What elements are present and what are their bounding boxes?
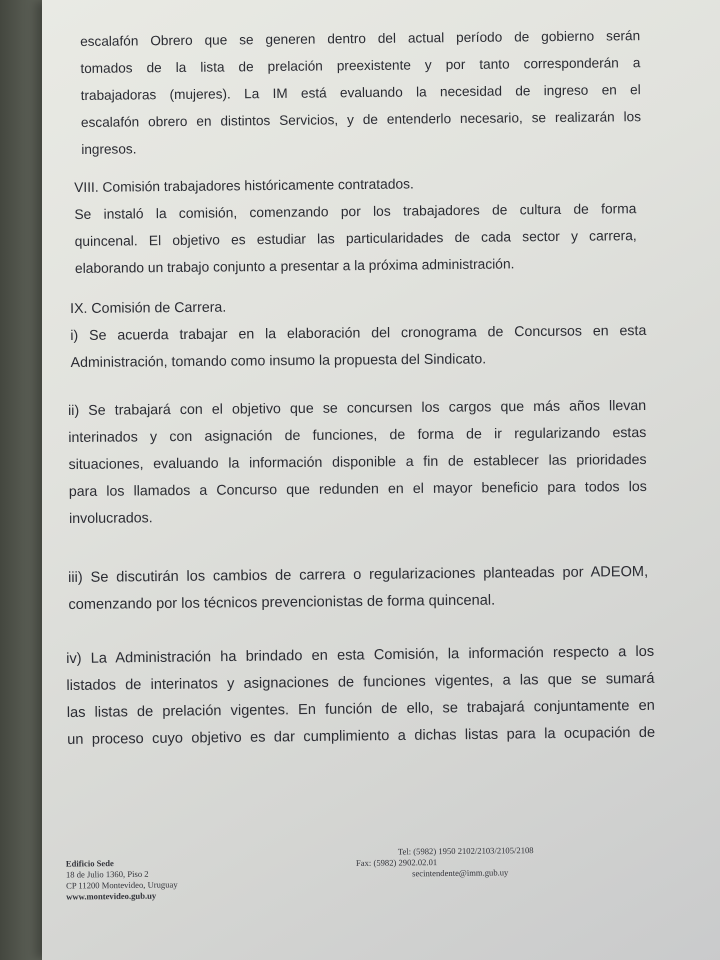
text-line: ii) Se trabajará con el objetivo que se concursen los cargos que más años llevan [68,397,647,419]
text-line: i) Se acuerda trabajar en la elaboración del cronograma de Concursos en esta [70,322,647,344]
section-heading: IX. Comisión de Carrera. [70,299,227,317]
footer-city: CP 11200 Montevideo, Uruguay [66,879,178,891]
footer-contact [356,845,534,880]
text-line: involucrados. [68,510,153,527]
footer-building: Edificio Sede [65,858,114,869]
section-heading: VIII. Comisión trabajadores históricamente contratados. [74,176,414,195]
text-line: iii) Se discutirán los cambios de carrera o regularizaciones planteadas por ADEOM, [68,563,649,586]
text-line: escalafón obrero en distintos Servicios, y de entenderlo necesario, se realizarán los [80,109,642,130]
text-line: Administración, tomando como insumo la propuesta del Sindicato. [70,351,487,371]
footer-tel: Tel: (5982) 1950 2102/2103/2105/2108 [397,845,534,857]
footer-fax: Fax: (5982) 2902.02.01 [355,857,438,868]
text-line: escalafón Obrero que se generen dentro del actual período de gobierno serán [80,28,641,49]
text-line: elaborando un trabajo conjunto a presentar a la próxima administración. [74,256,515,276]
paragraph-iv [66,639,655,754]
footer-website: www.montevideo.gub.uy [66,890,157,902]
text-line: un proceso cuyo objetivo es dar cumplimiento a dichas listas para la ocupación de [67,724,656,748]
text-line: trabajadoras (mujeres). La IM está evaluando la necesidad de ingreso en el [80,82,641,103]
paragraph-iii [68,559,649,619]
text-line: para los llamados a Concurso que redunden en el mayor beneficio para todos los [68,478,647,500]
footer-address [66,857,178,902]
text-line: iv) La Administración ha brindado en esta Comisión, la información respecto a los [66,643,655,667]
text-line: comenzando por los técnicos prevencionistas de forma quincenal. [68,592,496,613]
section-viii [74,168,637,282]
text-line: Se instaló la comisión, comenzando por los trabajadores de cultura de forma [74,201,637,222]
paragraph-escalafon [80,22,641,163]
text-line: listados de interinatos y asignaciones de funciones vigentes, a las que se sumará [66,670,655,694]
text-line: situaciones, evaluando la información disponible a fin de establecer las prioridades [68,451,647,473]
footer-street: 18 de Julio 1360, Piso 2 [65,868,149,880]
paragraph-ii [68,393,647,533]
section-ix [70,291,647,377]
text-line: quincenal. El objetivo es estudiar las particularidades de cada sector y carrera, [74,228,637,249]
footer-email: secintendente@imm.gub.uy [412,867,509,879]
text-line: interinados y con asignación de funciones, de forma de ir regularizando estas [68,424,647,446]
text-line: tomados de la lista de prelación preexistente y por tanto corresponderán a [80,55,641,76]
text-line: ingresos. [81,141,137,157]
text-line: las listas de prelación vigentes. En función de ello, se trabajará conjuntamente en [66,697,655,721]
